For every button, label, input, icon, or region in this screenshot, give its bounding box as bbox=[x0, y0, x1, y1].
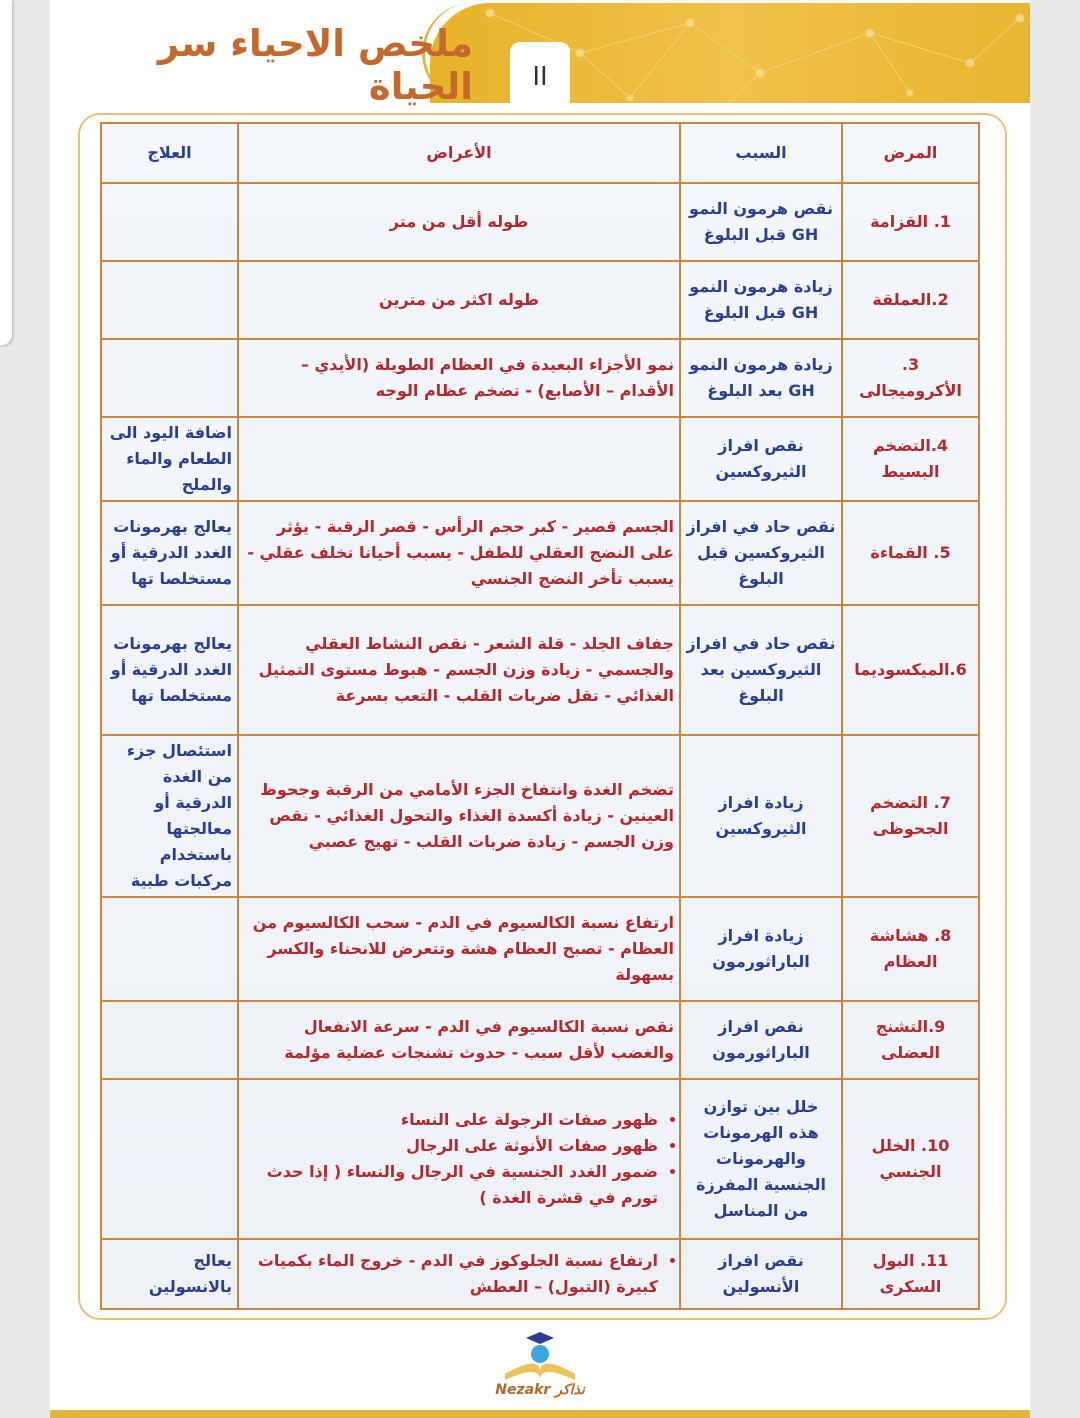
symptom-text: جفاف الجلد - قلة الشعر - نقص النشاط العقلي والجسمي - زيادة وزن الجسم - هبوط مستوى التمثيل الغذائي - تقل ضربات القلب - التعب بسرعة bbox=[258, 634, 674, 705]
header-disease: المرض bbox=[842, 123, 979, 183]
symptoms-list bbox=[244, 1248, 674, 1300]
symptoms-cell bbox=[238, 339, 680, 417]
cause-cell: نقص هرمون النمو GH قبل البلوغ bbox=[680, 183, 842, 261]
disease-cell: 11. البول السكرى bbox=[842, 1239, 979, 1309]
cause-cell: زيادة هرمون النمو GH بعد البلوغ bbox=[680, 339, 842, 417]
symptom-text: تضخم الغدة وانتفاخ الجزء الأمامي من الرقبة وجحوظ العينين - زيادة أكسدة الغذاء والتحول الغذائي - نقص وزن الجسم - زيادة ضربات القلب - تهيج عصبي bbox=[260, 780, 674, 851]
cause-cell: زيادة افراز الباراثورمون bbox=[680, 897, 842, 1001]
treatment-cell: استئصال جزء من الغدة الدرقية أو معالجتها باستخدام مركبات طبية bbox=[101, 735, 238, 897]
header-cause: السبب bbox=[680, 123, 842, 183]
table-row bbox=[101, 605, 979, 735]
footer-line bbox=[50, 1410, 1030, 1418]
document-page bbox=[50, 0, 1030, 1418]
table-row bbox=[101, 1239, 979, 1309]
symptoms-list bbox=[244, 1107, 674, 1211]
symptom-item: • ضمور الغدد الجنسية في الرجال والنساء ( إذا حدث تورم في قشرة الغدة ) bbox=[244, 1159, 658, 1211]
table-row bbox=[101, 339, 979, 417]
symptom-item: • ارتفاع نسبة الجلوكوز في الدم - خروج الماء بكميات كبيرة (التبول) – العطش bbox=[244, 1248, 658, 1300]
cause-cell: زيادة هرمون النمو GH قبل البلوغ bbox=[680, 261, 842, 339]
disease-cell: 1. القزامة bbox=[842, 183, 979, 261]
symptoms-cell bbox=[238, 1079, 680, 1239]
table-row bbox=[101, 735, 979, 897]
treatment-cell: اضافة اليود الى الطعام والماء والملح bbox=[101, 417, 238, 501]
table-row bbox=[101, 897, 979, 1001]
table-row bbox=[101, 183, 979, 261]
cause-cell: نقص افراز الثيروكسين bbox=[680, 417, 842, 501]
treatment-cell bbox=[101, 897, 238, 1001]
table-header-row bbox=[101, 123, 979, 183]
treatment-cell: يعالج بالانسولين bbox=[101, 1239, 238, 1309]
cause-cell: نقص افراز الباراثورمون bbox=[680, 1001, 842, 1079]
watermark-logo bbox=[490, 1324, 590, 1404]
page-number-tab: II bbox=[510, 42, 570, 103]
background-card-edge bbox=[0, 0, 12, 345]
treatment-cell bbox=[101, 1079, 238, 1239]
symptom-item: • ظهور صفات الرجولة على النساء bbox=[244, 1107, 658, 1133]
page-title: ملخص الاحياء سر الحياة bbox=[157, 22, 473, 108]
symptoms-cell bbox=[238, 1001, 680, 1079]
symptoms-cell bbox=[238, 1239, 680, 1309]
treatment-cell bbox=[101, 261, 238, 339]
treatment-cell: يعالج بهرمونات الغدد الدرقية أو مستخلصا تها bbox=[101, 605, 238, 735]
treatment-cell: يعالج بهرمونات الغدد الدرقية أو مستخلصا تها bbox=[101, 501, 238, 605]
table-row bbox=[101, 261, 979, 339]
cause-cell: خلل بين توازن هذه الهرمونات والهرمونات الجنسية المفرزة من المناسل bbox=[680, 1079, 842, 1239]
cause-cell: نقص حاد في افراز الثيروكسين بعد البلوغ bbox=[680, 605, 842, 735]
header-treatment: العلاج bbox=[101, 123, 238, 183]
disease-cell: 6.الميكسوديما bbox=[842, 605, 979, 735]
diseases-table bbox=[100, 122, 980, 1310]
symptoms-cell bbox=[238, 735, 680, 897]
disease-cell: 3. الأكروميجالى bbox=[842, 339, 979, 417]
symptoms-cell bbox=[238, 417, 680, 501]
table-row bbox=[101, 501, 979, 605]
symptom-text: نقص نسبة الكالسيوم في الدم - سرعة الانفعال والغضب لأقل سبب - حدوث تشنجات عضلية مؤلمة bbox=[284, 1017, 674, 1062]
treatment-cell bbox=[101, 339, 238, 417]
symptoms-cell bbox=[238, 501, 680, 605]
cause-cell: نقص افراز الأنسولين bbox=[680, 1239, 842, 1309]
symptom-text: طوله أقل من متر bbox=[389, 212, 529, 231]
disease-cell: 2.العملقة bbox=[842, 261, 979, 339]
symptoms-cell bbox=[238, 605, 680, 735]
disease-cell: 10. الخلل الجنسي bbox=[842, 1079, 979, 1239]
header-symptoms: الأعراض bbox=[238, 123, 680, 183]
cause-cell: زيادة افراز الثيروكسين bbox=[680, 735, 842, 897]
disease-cell: 7. التضخم الجحوظى bbox=[842, 735, 979, 897]
table-row bbox=[101, 1079, 979, 1239]
disease-cell: 4.التضخم البسيط bbox=[842, 417, 979, 501]
cause-cell: نقص حاد في افراز الثيروكسين قبل البلوغ bbox=[680, 501, 842, 605]
symptom-text: طوله اكثر من مترين bbox=[379, 290, 539, 309]
symptoms-cell bbox=[238, 261, 680, 339]
watermark-text: Nezakr نذاكر bbox=[495, 1382, 585, 1398]
treatment-cell bbox=[101, 183, 238, 261]
symptoms-cell bbox=[238, 897, 680, 1001]
symptoms-cell bbox=[238, 183, 680, 261]
symptom-text: الجسم قصير - كبر حجم الرأس - قصر الرقبة - يؤثر على النضج العقلي للطفل - يسبب أحيانا تخلف عقلي - يسبب تأخر النضج الجنسي bbox=[247, 517, 674, 588]
symptom-text: ارتفاع نسبة الكالسيوم في الدم - سحب الكالسيوم من العظام - تصبح العظام هشة وتتعرض للانحناء والكسر بسهولة bbox=[252, 913, 674, 984]
symptom-text: نمو الأجزاء البعيدة في العظام الطويلة (الأيدي – الأقدام – الأصابع) - تضخم عظام الوجه bbox=[300, 355, 674, 400]
table-row bbox=[101, 1001, 979, 1079]
disease-cell: 9.التشنج العضلى bbox=[842, 1001, 979, 1079]
table-row bbox=[101, 417, 979, 501]
treatment-cell bbox=[101, 1001, 238, 1079]
disease-cell: 8. هشاشة العظام bbox=[842, 897, 979, 1001]
disease-cell: 5. القماءة bbox=[842, 501, 979, 605]
graduate-book-icon bbox=[490, 1324, 590, 1384]
symptom-item: • ظهور صفات الأنوثة على الرجال bbox=[244, 1133, 658, 1159]
